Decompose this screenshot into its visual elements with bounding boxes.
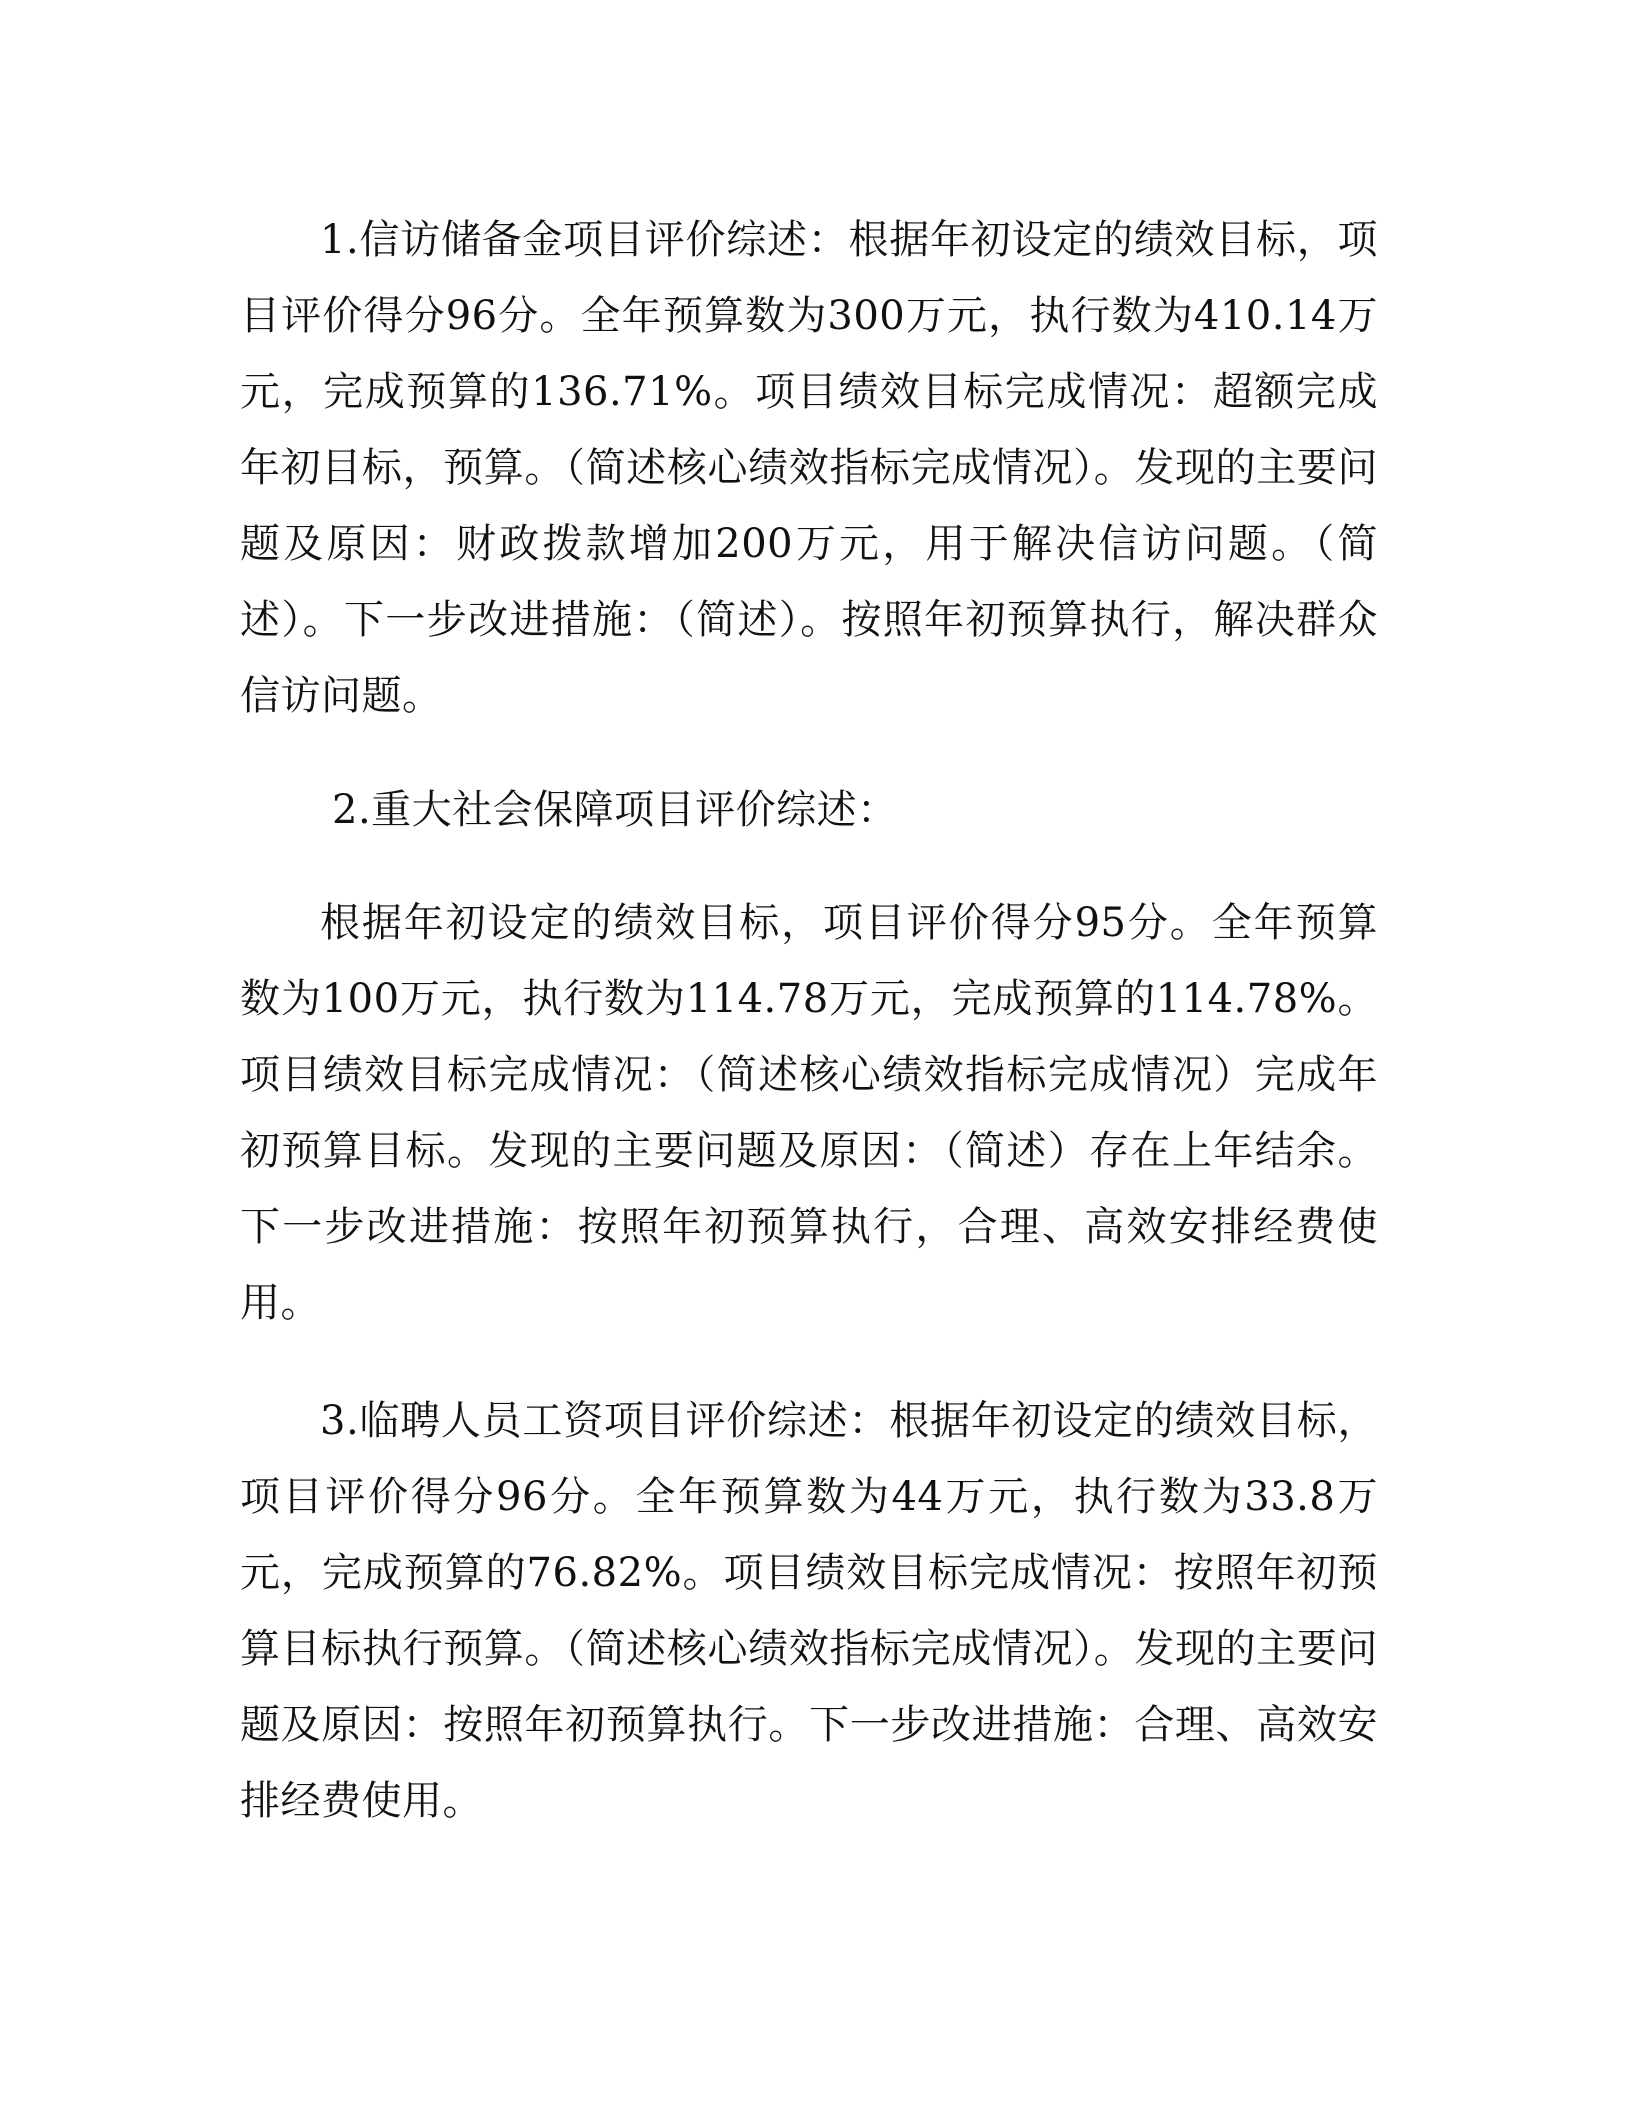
paragraph-temporary-staff-wages: 3.临聘人员工资项目评价综述：根据年初设定的绩效目标，项目评价得分96分。全年预算数为44万元，执行数为33.8万元，完成预算的76.82%。项目绩效目标完成情况：按照年初预算目标执行预算。（简述核心绩效指标完成情况）。发现的主要问题及原因：按照年初预算执行。下一步改进措施：合理、高效安排经费使用。 — [240, 1398, 1378, 1824]
paragraph-social-security: 根据年初设定的绩效目标，项目评价得分95分。全年预算数为100万元，执行数为114.78万元，完成预算的114.78%。项目绩效目标完成情况：（简述核心绩效指标完成情况）完成年初预算目标。发现的主要问题及原因：（简述）存在上年结余。下一步改进措施：按照年初预算执行，合理、高效安排经费使用。 — [240, 900, 1378, 1326]
paragraph-xinfang-reserve-fund: 1.信访储备金项目评价综述：根据年初设定的绩效目标，项目评价得分96分。全年预算数为300万元，执行数为410.14万元，完成预算的136.71%。项目绩效目标完成情况：超额完成年初目标，预算。（简述核心绩效指标完成情况）。发现的主要问题及原因：财政拨款增加200万元，用于解决信访问题。（简述）。下一步改进措施：（简述）。按照年初预算执行，解决群众信访问题。 — [240, 217, 1378, 719]
section-heading-social-security: 2.重大社会保障项目评价综述： — [332, 787, 898, 833]
